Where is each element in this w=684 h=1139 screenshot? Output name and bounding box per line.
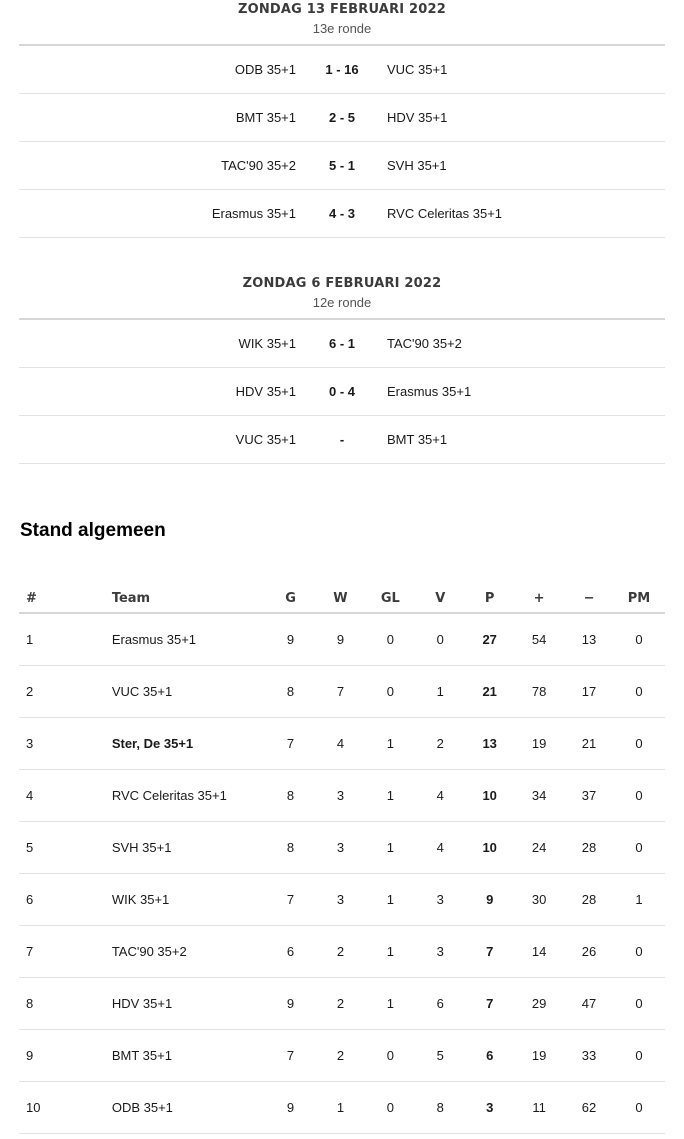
column-header-lost: V xyxy=(414,584,466,613)
match-row[interactable] xyxy=(19,416,665,464)
column-header-team: Team xyxy=(112,584,267,613)
round-date: ZONDAG 13 FEBRUARI 2022 xyxy=(237,2,447,17)
cell-position: 1 xyxy=(19,613,112,666)
cell-penalty-points: 0 xyxy=(613,926,665,978)
cell-team[interactable]: SVH 35+1 xyxy=(112,822,267,874)
table-row[interactable] xyxy=(19,718,665,770)
cell-position: 7 xyxy=(19,926,112,978)
cell-drawn: 0 xyxy=(366,1082,414,1134)
cell-goals-for: 11 xyxy=(513,1082,565,1134)
cell-played: 9 xyxy=(267,1082,315,1134)
cell-goals-for: 19 xyxy=(513,718,565,770)
match-score: 5 - 1 xyxy=(328,158,355,173)
cell-team[interactable]: HDV 35+1 xyxy=(112,978,267,1030)
cell-goals-against: 21 xyxy=(565,718,613,770)
cell-team[interactable]: ODB 35+1 xyxy=(112,1082,267,1134)
cell-drawn: 0 xyxy=(366,666,414,718)
cell-goals-for: 29 xyxy=(513,978,565,1030)
cell-drawn: 1 xyxy=(366,822,414,874)
round-header xyxy=(19,0,665,40)
match-score: 1 - 16 xyxy=(325,62,359,77)
away-team[interactable]: SVH 35+1 xyxy=(387,158,447,173)
cell-played: 9 xyxy=(267,613,315,666)
cell-lost: 4 xyxy=(414,770,466,822)
match-score: 0 - 4 xyxy=(328,384,355,399)
match-score: 2 - 5 xyxy=(328,110,355,125)
column-header-penalty-points: PM xyxy=(613,584,665,613)
cell-lost: 6 xyxy=(414,978,466,1030)
cell-penalty-points: 0 xyxy=(613,666,665,718)
cell-drawn: 1 xyxy=(366,978,414,1030)
cell-won: 3 xyxy=(315,822,367,874)
cell-team[interactable]: Erasmus 35+1 xyxy=(112,613,267,666)
match-row[interactable] xyxy=(19,142,665,190)
cell-penalty-points: 0 xyxy=(613,718,665,770)
table-row[interactable] xyxy=(19,770,665,822)
cell-lost: 5 xyxy=(414,1030,466,1082)
match-score: 6 - 1 xyxy=(328,336,355,351)
column-header-goals-against: − xyxy=(565,584,613,613)
cell-played: 7 xyxy=(267,718,315,770)
match-row[interactable] xyxy=(19,368,665,416)
column-header-goals-for: + xyxy=(513,584,565,613)
cell-points: 10 xyxy=(466,822,513,874)
cell-points: 21 xyxy=(466,666,513,718)
cell-penalty-points: 0 xyxy=(613,1082,665,1134)
cell-goals-for: 54 xyxy=(513,613,565,666)
away-team[interactable]: HDV 35+1 xyxy=(387,110,448,125)
match-row[interactable] xyxy=(19,94,665,142)
cell-won: 4 xyxy=(315,718,367,770)
cell-goals-for: 24 xyxy=(513,822,565,874)
cell-goals-against: 26 xyxy=(565,926,613,978)
cell-goals-against: 28 xyxy=(565,874,613,926)
match-list xyxy=(19,44,665,238)
table-row[interactable] xyxy=(19,1030,665,1082)
standings-header-row xyxy=(19,584,665,613)
cell-team[interactable]: VUC 35+1 xyxy=(112,666,267,718)
cell-played: 8 xyxy=(267,822,315,874)
cell-goals-for: 30 xyxy=(513,874,565,926)
cell-points: 13 xyxy=(466,718,513,770)
table-row[interactable] xyxy=(19,874,665,926)
cell-team[interactable]: BMT 35+1 xyxy=(112,1030,267,1082)
cell-played: 6 xyxy=(267,926,315,978)
standings-title: Stand algemeen xyxy=(20,520,166,541)
cell-points: 6 xyxy=(466,1030,513,1082)
cell-team[interactable]: Ster, De 35+1 xyxy=(112,718,267,770)
match-score: - xyxy=(339,432,345,447)
home-team[interactable]: ODB 35+1 xyxy=(234,62,296,77)
home-team[interactable]: HDV 35+1 xyxy=(235,384,296,399)
cell-points: 27 xyxy=(466,613,513,666)
table-row[interactable] xyxy=(19,1082,665,1134)
home-team[interactable]: VUC 35+1 xyxy=(235,432,296,447)
cell-lost: 3 xyxy=(414,874,466,926)
cell-won: 2 xyxy=(315,1030,367,1082)
cell-drawn: 1 xyxy=(366,874,414,926)
cell-played: 8 xyxy=(267,770,315,822)
cell-position: 6 xyxy=(19,874,112,926)
cell-drawn: 1 xyxy=(366,770,414,822)
cell-position: 3 xyxy=(19,718,112,770)
away-team[interactable]: VUC 35+1 xyxy=(387,62,448,77)
cell-played: 9 xyxy=(267,978,315,1030)
cell-goals-against: 33 xyxy=(565,1030,613,1082)
cell-position: 5 xyxy=(19,822,112,874)
home-team[interactable]: WIK 35+1 xyxy=(238,336,296,351)
cell-position: 4 xyxy=(19,770,112,822)
cell-position: 8 xyxy=(19,978,112,1030)
cell-goals-for: 78 xyxy=(513,666,565,718)
round-section-13 xyxy=(19,0,665,238)
column-header-points: P xyxy=(466,584,513,613)
cell-penalty-points: 0 xyxy=(613,822,665,874)
cell-points: 9 xyxy=(466,874,513,926)
cell-drawn: 1 xyxy=(366,926,414,978)
standings-header xyxy=(19,584,665,613)
round-header xyxy=(19,274,665,314)
cell-goals-against: 17 xyxy=(565,666,613,718)
cell-won: 1 xyxy=(315,1082,367,1134)
cell-drawn: 0 xyxy=(366,613,414,666)
cell-position: 9 xyxy=(19,1030,112,1082)
home-team[interactable]: TAC'90 35+2 xyxy=(221,158,296,173)
away-team[interactable]: BMT 35+1 xyxy=(387,432,448,447)
cell-lost: 2 xyxy=(414,718,466,770)
cell-team[interactable]: WIK 35+1 xyxy=(112,874,267,926)
cell-points: 10 xyxy=(466,770,513,822)
table-row[interactable] xyxy=(19,926,665,978)
cell-points: 7 xyxy=(466,926,513,978)
cell-goals-for: 19 xyxy=(513,1030,565,1082)
cell-penalty-points: 0 xyxy=(613,978,665,1030)
home-team[interactable]: BMT 35+1 xyxy=(235,110,296,125)
cell-goals-against: 28 xyxy=(565,822,613,874)
away-team[interactable]: RVC Celeritas 35+1 xyxy=(387,206,503,221)
match-row[interactable] xyxy=(19,46,665,94)
cell-lost: 3 xyxy=(414,926,466,978)
cell-lost: 4 xyxy=(414,822,466,874)
match-row[interactable] xyxy=(19,190,665,238)
cell-team[interactable]: RVC Celeritas 35+1 xyxy=(112,770,267,822)
table-row[interactable] xyxy=(19,822,665,874)
column-header-played: G xyxy=(267,584,315,613)
cell-goals-for: 14 xyxy=(513,926,565,978)
cell-drawn: 0 xyxy=(366,1030,414,1082)
cell-played: 7 xyxy=(267,1030,315,1082)
round-section-12 xyxy=(19,274,665,464)
cell-goals-against: 62 xyxy=(565,1082,613,1134)
round-label: 12e ronde xyxy=(312,295,372,310)
table-row[interactable] xyxy=(19,978,665,1030)
cell-goals-against: 47 xyxy=(565,978,613,1030)
cell-played: 8 xyxy=(267,666,315,718)
cell-won: 2 xyxy=(315,978,367,1030)
cell-penalty-points: 0 xyxy=(613,770,665,822)
cell-penalty-points: 1 xyxy=(613,874,665,926)
cell-won: 9 xyxy=(315,613,367,666)
cell-lost: 1 xyxy=(414,666,466,718)
cell-lost: 8 xyxy=(414,1082,466,1134)
cell-won: 7 xyxy=(315,666,367,718)
cell-drawn: 1 xyxy=(366,718,414,770)
column-header-won: W xyxy=(315,584,367,613)
cell-won: 3 xyxy=(315,874,367,926)
column-header-pos: # xyxy=(19,584,112,613)
cell-played: 7 xyxy=(267,874,315,926)
cell-penalty-points: 0 xyxy=(613,1030,665,1082)
cell-won: 3 xyxy=(315,770,367,822)
away-team[interactable]: TAC'90 35+2 xyxy=(387,336,462,351)
cell-goals-against: 37 xyxy=(565,770,613,822)
cell-team[interactable]: TAC'90 35+2 xyxy=(112,926,267,978)
cell-position: 10 xyxy=(19,1082,112,1134)
cell-points: 7 xyxy=(466,978,513,1030)
match-row[interactable] xyxy=(19,320,665,368)
cell-won: 2 xyxy=(315,926,367,978)
cell-points: 3 xyxy=(466,1082,513,1134)
cell-goals-against: 13 xyxy=(565,613,613,666)
match-list xyxy=(19,318,665,464)
match-score: 4 - 3 xyxy=(328,206,355,221)
round-label: 13e ronde xyxy=(312,21,372,36)
table-row[interactable] xyxy=(19,666,665,718)
away-team[interactable]: Erasmus 35+1 xyxy=(387,384,472,399)
home-team[interactable]: Erasmus 35+1 xyxy=(211,206,296,221)
cell-position: 2 xyxy=(19,666,112,718)
table-row[interactable] xyxy=(19,613,665,666)
round-date: ZONDAG 6 FEBRUARI 2022 xyxy=(242,276,442,291)
column-header-drawn: GL xyxy=(366,584,414,613)
standings-table xyxy=(19,584,665,1134)
cell-lost: 0 xyxy=(414,613,466,666)
cell-goals-for: 34 xyxy=(513,770,565,822)
cell-penalty-points: 0 xyxy=(613,613,665,666)
standings-body xyxy=(19,613,665,1134)
